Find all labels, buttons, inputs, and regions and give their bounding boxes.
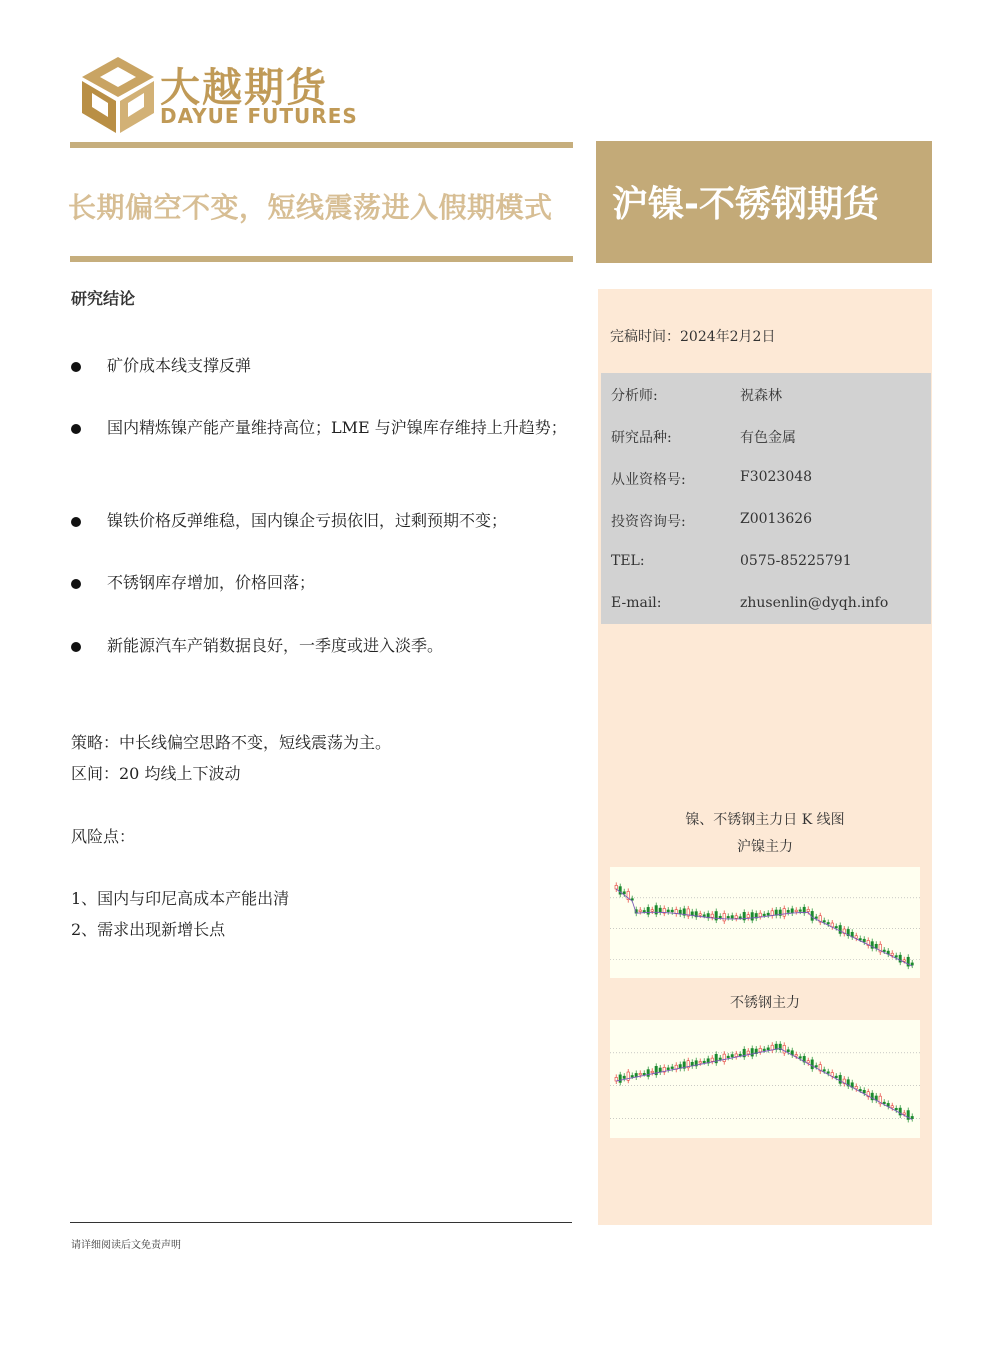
candle <box>795 1055 797 1057</box>
tel-value: 0575-85225791 <box>740 553 852 569</box>
candle <box>795 910 797 912</box>
nickel-kline-chart <box>610 867 920 978</box>
bullet-dot <box>71 579 81 589</box>
candle <box>839 925 841 933</box>
candle <box>735 1054 737 1057</box>
candle <box>723 1054 725 1062</box>
candle <box>771 911 773 916</box>
candle <box>823 1070 825 1072</box>
candle <box>839 1075 841 1083</box>
stainless-kline-chart <box>610 1020 920 1138</box>
candle <box>883 1102 885 1104</box>
bullet-dot <box>71 517 81 527</box>
candle <box>859 1089 861 1091</box>
candle <box>859 939 861 941</box>
logo-name-cn: 大越期货 <box>160 65 328 111</box>
candle <box>751 1049 753 1057</box>
candle <box>711 914 713 917</box>
consulting-number-value: Z0013626 <box>740 511 813 527</box>
candle <box>651 1071 653 1073</box>
chart-title: 镍、不锈钢主力日 K 线图 <box>685 812 845 828</box>
candle <box>739 1054 741 1056</box>
candle <box>815 917 817 919</box>
candle <box>799 910 801 912</box>
candle <box>827 1072 829 1074</box>
candle <box>763 1049 765 1051</box>
candle <box>655 906 657 914</box>
candle <box>863 1090 865 1093</box>
candle <box>727 916 729 918</box>
candle <box>747 915 749 918</box>
qualification-value: F3023048 <box>740 469 813 485</box>
analyst-info-box <box>601 373 931 624</box>
footer-divider <box>70 1222 572 1223</box>
candle <box>651 910 653 912</box>
moving-average-line <box>616 1049 912 1120</box>
candle <box>883 950 885 952</box>
candle <box>827 922 829 924</box>
tel-label: TEL: <box>611 553 645 569</box>
candle <box>747 1051 749 1054</box>
candle <box>643 910 645 912</box>
candle <box>647 1070 649 1077</box>
candle <box>759 913 761 916</box>
candle <box>659 908 661 912</box>
candle <box>631 1075 633 1077</box>
risk-item-2: 2、需求出现新增长点 <box>71 920 226 939</box>
candle <box>723 913 725 921</box>
product-title: 沪镍-不锈钢期货 <box>612 184 879 225</box>
candle <box>623 1076 625 1078</box>
candle <box>787 910 789 912</box>
range-line: 区间：20 均线上下波动 <box>71 764 241 783</box>
candle <box>835 926 837 928</box>
moving-average-line <box>616 889 912 966</box>
candle <box>643 1073 645 1075</box>
candle <box>895 956 897 958</box>
conclusion-bullet-3: 镍铁价格反弹维稳，国内镍企亏损依旧，过剩预期不变； <box>107 511 508 530</box>
candle <box>791 909 793 913</box>
bullet-dot <box>71 362 81 372</box>
bullet-dot <box>71 424 81 434</box>
research-variety-label: 研究品种: <box>611 430 672 446</box>
candle <box>667 1068 669 1070</box>
risk-title: 风险点： <box>71 827 136 846</box>
stainless-chart-label: 不锈钢主力 <box>730 995 800 1011</box>
email-label: E-mail: <box>611 595 662 611</box>
candle <box>703 1061 705 1063</box>
candle <box>639 910 641 912</box>
candle <box>807 1061 809 1063</box>
candle <box>911 963 913 965</box>
candle <box>727 1056 729 1058</box>
candle <box>903 1113 905 1115</box>
candle <box>647 907 649 914</box>
candle <box>667 910 669 912</box>
candle <box>807 909 809 911</box>
candle <box>863 939 865 942</box>
candle <box>751 913 753 921</box>
qualification-label: 从业资格号: <box>611 472 686 488</box>
risk-item-1: 1、国内与印尼高成本产能出清 <box>71 889 290 908</box>
report-headline: 长期偏空不变，短线震荡进入假期模式 <box>68 191 553 224</box>
candle <box>815 1066 817 1068</box>
research-variety-value: 有色金属 <box>740 430 796 446</box>
candle <box>891 953 893 955</box>
candle <box>787 1050 789 1052</box>
candle <box>783 1045 785 1053</box>
conclusion-bullet-4: 不锈钢库存增加，价格回落； <box>107 573 316 592</box>
top-divider <box>70 142 573 148</box>
candle <box>835 1076 837 1078</box>
candle <box>895 1108 897 1110</box>
analyst-value: 祝森林 <box>740 388 782 404</box>
candle <box>719 916 721 918</box>
candle <box>911 1116 913 1118</box>
candle <box>903 960 905 962</box>
candle <box>699 914 701 916</box>
candle <box>731 916 733 918</box>
conclusion-bullet-1: 矿价成本线支撑反弹 <box>107 356 252 375</box>
candle <box>759 1048 761 1051</box>
conclusion-bullet-5: 新能源汽车产销数据良好，一季度或进入淡季。 <box>107 636 444 655</box>
candle <box>731 1055 733 1057</box>
candle <box>659 1068 661 1072</box>
candle <box>619 1075 621 1083</box>
candle <box>891 1106 893 1108</box>
candle <box>767 1048 769 1050</box>
candle <box>783 909 785 917</box>
section-title-conclusion: 研究结论 <box>71 289 136 308</box>
candle <box>711 1058 713 1061</box>
candle <box>799 1057 801 1059</box>
candle <box>719 1058 721 1060</box>
candle <box>699 1062 701 1064</box>
candle <box>855 936 857 938</box>
strategy-line: 策略：中长线偏空思路不变，短线震荡为主。 <box>71 733 392 752</box>
consulting-number-label: 投资咨询号: <box>611 514 686 530</box>
conclusion-bullet-2: 国内精炼镍产能产量维持高位；LME 与沪镍库存维持上升趋势； <box>107 418 567 437</box>
candle <box>623 892 625 894</box>
headline-divider <box>70 256 573 262</box>
email-value[interactable]: zhusenlin@dyqh.info <box>740 595 889 611</box>
candle <box>639 1073 641 1075</box>
candle <box>811 1060 813 1069</box>
candle <box>703 915 705 917</box>
candle <box>671 1067 673 1069</box>
logo-name-en: DAYUE FUTURES <box>160 104 358 128</box>
nickel-chart-label: 沪镍主力 <box>737 839 793 855</box>
analyst-label: 分析师: <box>611 388 658 404</box>
candle <box>855 1086 857 1088</box>
disclaimer-note: 请详细阅读后文免责声明 <box>71 1240 181 1251</box>
candle <box>739 917 741 919</box>
candle <box>767 913 769 915</box>
candle <box>763 914 765 916</box>
bullet-dot <box>71 642 81 652</box>
candle <box>615 885 617 889</box>
candle <box>671 910 673 912</box>
completion-time: 完稿时间：2024年2月2日 <box>610 329 776 345</box>
candle <box>823 921 825 923</box>
candle <box>735 916 737 919</box>
